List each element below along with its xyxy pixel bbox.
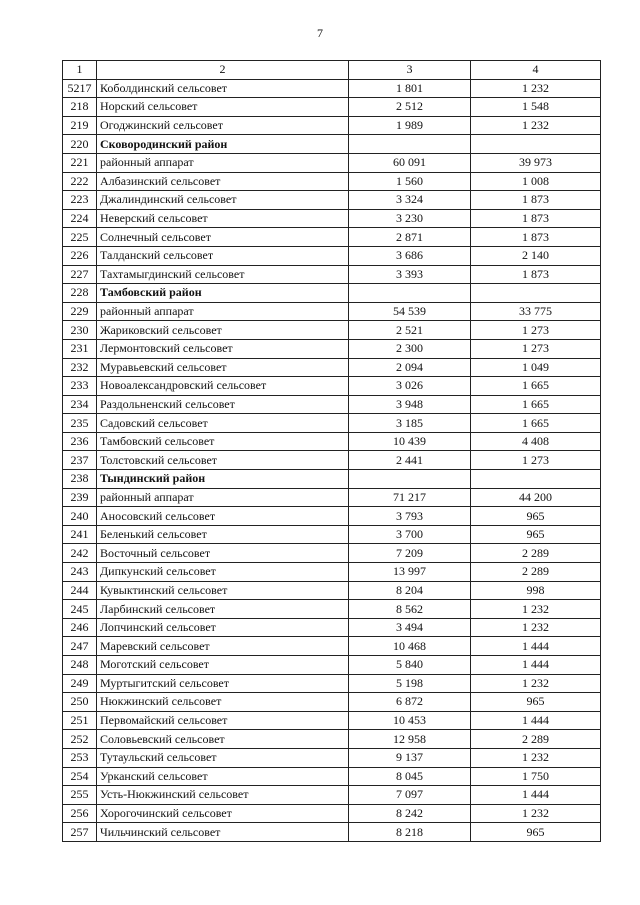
table-row [63,116,601,135]
row-value-col4: 965 [471,525,601,544]
column-header-2: 2 [97,61,349,80]
row-number: 222 [63,172,97,191]
row-value-col4: 1 444 [471,786,601,805]
row-value-col3: 2 441 [349,451,471,470]
row-number: 239 [63,488,97,507]
row-name: Восточный сельсовет [97,544,349,563]
district-row [63,135,601,154]
table-row [63,302,601,321]
row-value-col4: 1 273 [471,451,601,470]
row-name: Аносовский сельсовет [97,507,349,526]
row-value-col4: 965 [471,507,601,526]
row-number: 241 [63,525,97,544]
row-name: Албазинский сельсовет [97,172,349,191]
row-number: 257 [63,823,97,842]
row-value-col3: 10 439 [349,432,471,451]
table-row [63,525,601,544]
row-value-col4: 33 775 [471,302,601,321]
district-row [63,284,601,303]
row-value-col3: 8 218 [349,823,471,842]
row-value-col4: 1 444 [471,656,601,675]
table-row [63,172,601,191]
row-name: Новоалександровский сельсовет [97,377,349,396]
table-row [63,414,601,433]
row-number: 254 [63,767,97,786]
row-value-col3: 8 562 [349,600,471,619]
row-value-col4: 1 008 [471,172,601,191]
table-row [63,451,601,470]
row-number: 230 [63,321,97,340]
row-value-col3: 3 393 [349,265,471,284]
row-number: 224 [63,209,97,228]
row-value-col3 [349,135,471,154]
row-value-col3: 3 324 [349,191,471,210]
row-value-col3: 3 494 [349,618,471,637]
row-number: 223 [63,191,97,210]
table-row [63,191,601,210]
row-value-col3: 9 137 [349,748,471,767]
row-name: Нюкжинский сельсовет [97,693,349,712]
row-name: Солнечный сельсовет [97,228,349,247]
row-number: 245 [63,600,97,619]
row-value-col4: 1 665 [471,395,601,414]
table-row [63,98,601,117]
row-number: 235 [63,414,97,433]
row-name: Талданский сельсовет [97,246,349,265]
row-value-col4: 965 [471,693,601,712]
row-name: Тындинский район [97,470,349,489]
row-name: Огоджинский сельсовет [97,116,349,135]
row-name: Неверский сельсовет [97,209,349,228]
row-number: 251 [63,711,97,730]
table-row [63,581,601,600]
row-value-col3: 2 871 [349,228,471,247]
row-value-col4: 4 408 [471,432,601,451]
row-value-col3: 5 198 [349,674,471,693]
row-value-col3: 2 300 [349,339,471,358]
column-header-1: 1 [63,61,97,80]
table-row [63,656,601,675]
table-row [63,79,601,98]
column-header-4: 4 [471,61,601,80]
row-number: 231 [63,339,97,358]
table-row [63,711,601,730]
row-value-col3: 3 700 [349,525,471,544]
row-value-col4: 1 232 [471,804,601,823]
column-header-3: 3 [349,61,471,80]
row-value-col3: 7 209 [349,544,471,563]
row-name: Моготский сельсовет [97,656,349,675]
row-number: 226 [63,246,97,265]
table-row [63,377,601,396]
row-value-col3: 7 097 [349,786,471,805]
table-row [63,432,601,451]
row-value-col3: 13 997 [349,563,471,582]
data-table [62,60,601,842]
row-value-col4 [471,135,601,154]
row-value-col3: 3 948 [349,395,471,414]
row-value-col3: 6 872 [349,693,471,712]
district-row [63,470,601,489]
row-value-col3: 1 989 [349,116,471,135]
table-row [63,804,601,823]
row-value-col3: 3 230 [349,209,471,228]
row-value-col4: 1 232 [471,79,601,98]
row-name: Норский сельсовет [97,98,349,117]
table-row [63,563,601,582]
row-name: Тамбовский сельсовет [97,432,349,451]
table-row [63,600,601,619]
table-row [63,767,601,786]
row-value-col4: 1 273 [471,321,601,340]
row-value-col3: 3 185 [349,414,471,433]
row-value-col3: 12 958 [349,730,471,749]
row-number: 249 [63,674,97,693]
row-value-col3: 8 242 [349,804,471,823]
row-value-col4: 39 973 [471,153,601,172]
table-row [63,228,601,247]
row-value-col4: 1 232 [471,116,601,135]
row-name: районный аппарат [97,302,349,321]
row-name: Коболдинский сельсовет [97,79,349,98]
row-name: Раздольненский сельсовет [97,395,349,414]
row-name: Дипкунский сельсовет [97,563,349,582]
table-row [63,321,601,340]
row-value-col4: 1 232 [471,600,601,619]
table-row [63,823,601,842]
row-value-col4: 2 289 [471,563,601,582]
row-value-col3 [349,284,471,303]
row-number: 248 [63,656,97,675]
row-value-col4: 1 232 [471,618,601,637]
table-row [63,395,601,414]
row-number: 225 [63,228,97,247]
row-name: районный аппарат [97,488,349,507]
row-number: 236 [63,432,97,451]
row-name: Первомайский сельсовет [97,711,349,730]
row-value-col4 [471,284,601,303]
row-value-col3: 2 094 [349,358,471,377]
row-name: Толстовский сельсовет [97,451,349,470]
row-name: Ларбинский сельсовет [97,600,349,619]
table-row [63,358,601,377]
row-number: 243 [63,563,97,582]
row-value-col3: 3 793 [349,507,471,526]
table-row [63,786,601,805]
row-value-col4: 1 665 [471,414,601,433]
row-number: 244 [63,581,97,600]
row-value-col4: 44 200 [471,488,601,507]
row-number: 237 [63,451,97,470]
row-value-col4: 1 665 [471,377,601,396]
table-row [63,637,601,656]
row-name: Урканский сельсовет [97,767,349,786]
table-row [63,674,601,693]
row-value-col4: 2 289 [471,544,601,563]
row-number: 247 [63,637,97,656]
row-number: 232 [63,358,97,377]
row-number: 255 [63,786,97,805]
row-name: Кувыктинский сельсовет [97,581,349,600]
row-number: 246 [63,618,97,637]
row-value-col4: 998 [471,581,601,600]
table-row [63,544,601,563]
table-header-row [63,61,601,80]
row-value-col4 [471,470,601,489]
row-name: Чильчинский сельсовет [97,823,349,842]
row-value-col4: 1 750 [471,767,601,786]
row-name: Муртыгитский сельсовет [97,674,349,693]
table-row [63,339,601,358]
row-name: Лермонтовский сельсовет [97,339,349,358]
row-value-col3: 71 217 [349,488,471,507]
table-row [63,209,601,228]
row-value-col3: 60 091 [349,153,471,172]
row-value-col3: 54 539 [349,302,471,321]
row-name: Хорогочинский сельсовет [97,804,349,823]
row-value-col4: 1 273 [471,339,601,358]
row-name: Соловьевский сельсовет [97,730,349,749]
row-number: 242 [63,544,97,563]
row-number: 253 [63,748,97,767]
row-name: Тахтамыгдинский сельсовет [97,265,349,284]
row-number: 229 [63,302,97,321]
row-name: Маревский сельсовет [97,637,349,656]
row-value-col4: 1 548 [471,98,601,117]
row-value-col3 [349,470,471,489]
row-value-col3: 8 204 [349,581,471,600]
table-row [63,488,601,507]
row-name: Джалиндинский сельсовет [97,191,349,210]
row-name: Тамбовский район [97,284,349,303]
row-value-col4: 1 232 [471,748,601,767]
row-number: 228 [63,284,97,303]
table-row [63,246,601,265]
row-value-col3: 1 560 [349,172,471,191]
row-number: 250 [63,693,97,712]
row-value-col3: 3 686 [349,246,471,265]
row-value-col4: 1 232 [471,674,601,693]
row-name: Тутаульский сельсовет [97,748,349,767]
row-name: районный аппарат [97,153,349,172]
table-row [63,507,601,526]
table-row [63,265,601,284]
row-value-col4: 1 444 [471,711,601,730]
row-number: 221 [63,153,97,172]
table-row [63,693,601,712]
row-value-col4: 1 049 [471,358,601,377]
row-name: Муравьевский сельсовет [97,358,349,377]
table-row [63,730,601,749]
row-name: Садовский сельсовет [97,414,349,433]
row-number: 252 [63,730,97,749]
row-value-col4: 1 444 [471,637,601,656]
row-number: 219 [63,116,97,135]
row-name: Жариковский сельсовет [97,321,349,340]
row-name: Беленький сельсовет [97,525,349,544]
row-number: 256 [63,804,97,823]
row-number: 218 [63,98,97,117]
row-number: 233 [63,377,97,396]
row-number: 238 [63,470,97,489]
row-value-col4: 2 289 [471,730,601,749]
table-row [63,618,601,637]
row-value-col4: 1 873 [471,209,601,228]
row-number: 227 [63,265,97,284]
row-value-col4: 1 873 [471,265,601,284]
row-value-col3: 2 521 [349,321,471,340]
row-value-col4: 1 873 [471,228,601,247]
row-value-col3: 10 468 [349,637,471,656]
row-value-col3: 2 512 [349,98,471,117]
row-value-col3: 10 453 [349,711,471,730]
table-row [63,153,601,172]
row-number: 234 [63,395,97,414]
table-row [63,748,601,767]
row-value-col3: 5 840 [349,656,471,675]
row-name: Сковородинский район [97,135,349,154]
row-number: 240 [63,507,97,526]
row-value-col4: 965 [471,823,601,842]
table-body [63,79,601,841]
row-value-col4: 1 873 [471,191,601,210]
row-name: Усть-Нюкжинский сельсовет [97,786,349,805]
row-value-col3: 3 026 [349,377,471,396]
row-value-col4: 2 140 [471,246,601,265]
row-value-col3: 8 045 [349,767,471,786]
row-name: Лопчинский сельсовет [97,618,349,637]
row-number: 5217 [63,79,97,98]
page-number: 7 [317,26,323,40]
row-number: 220 [63,135,97,154]
row-value-col3: 1 801 [349,79,471,98]
